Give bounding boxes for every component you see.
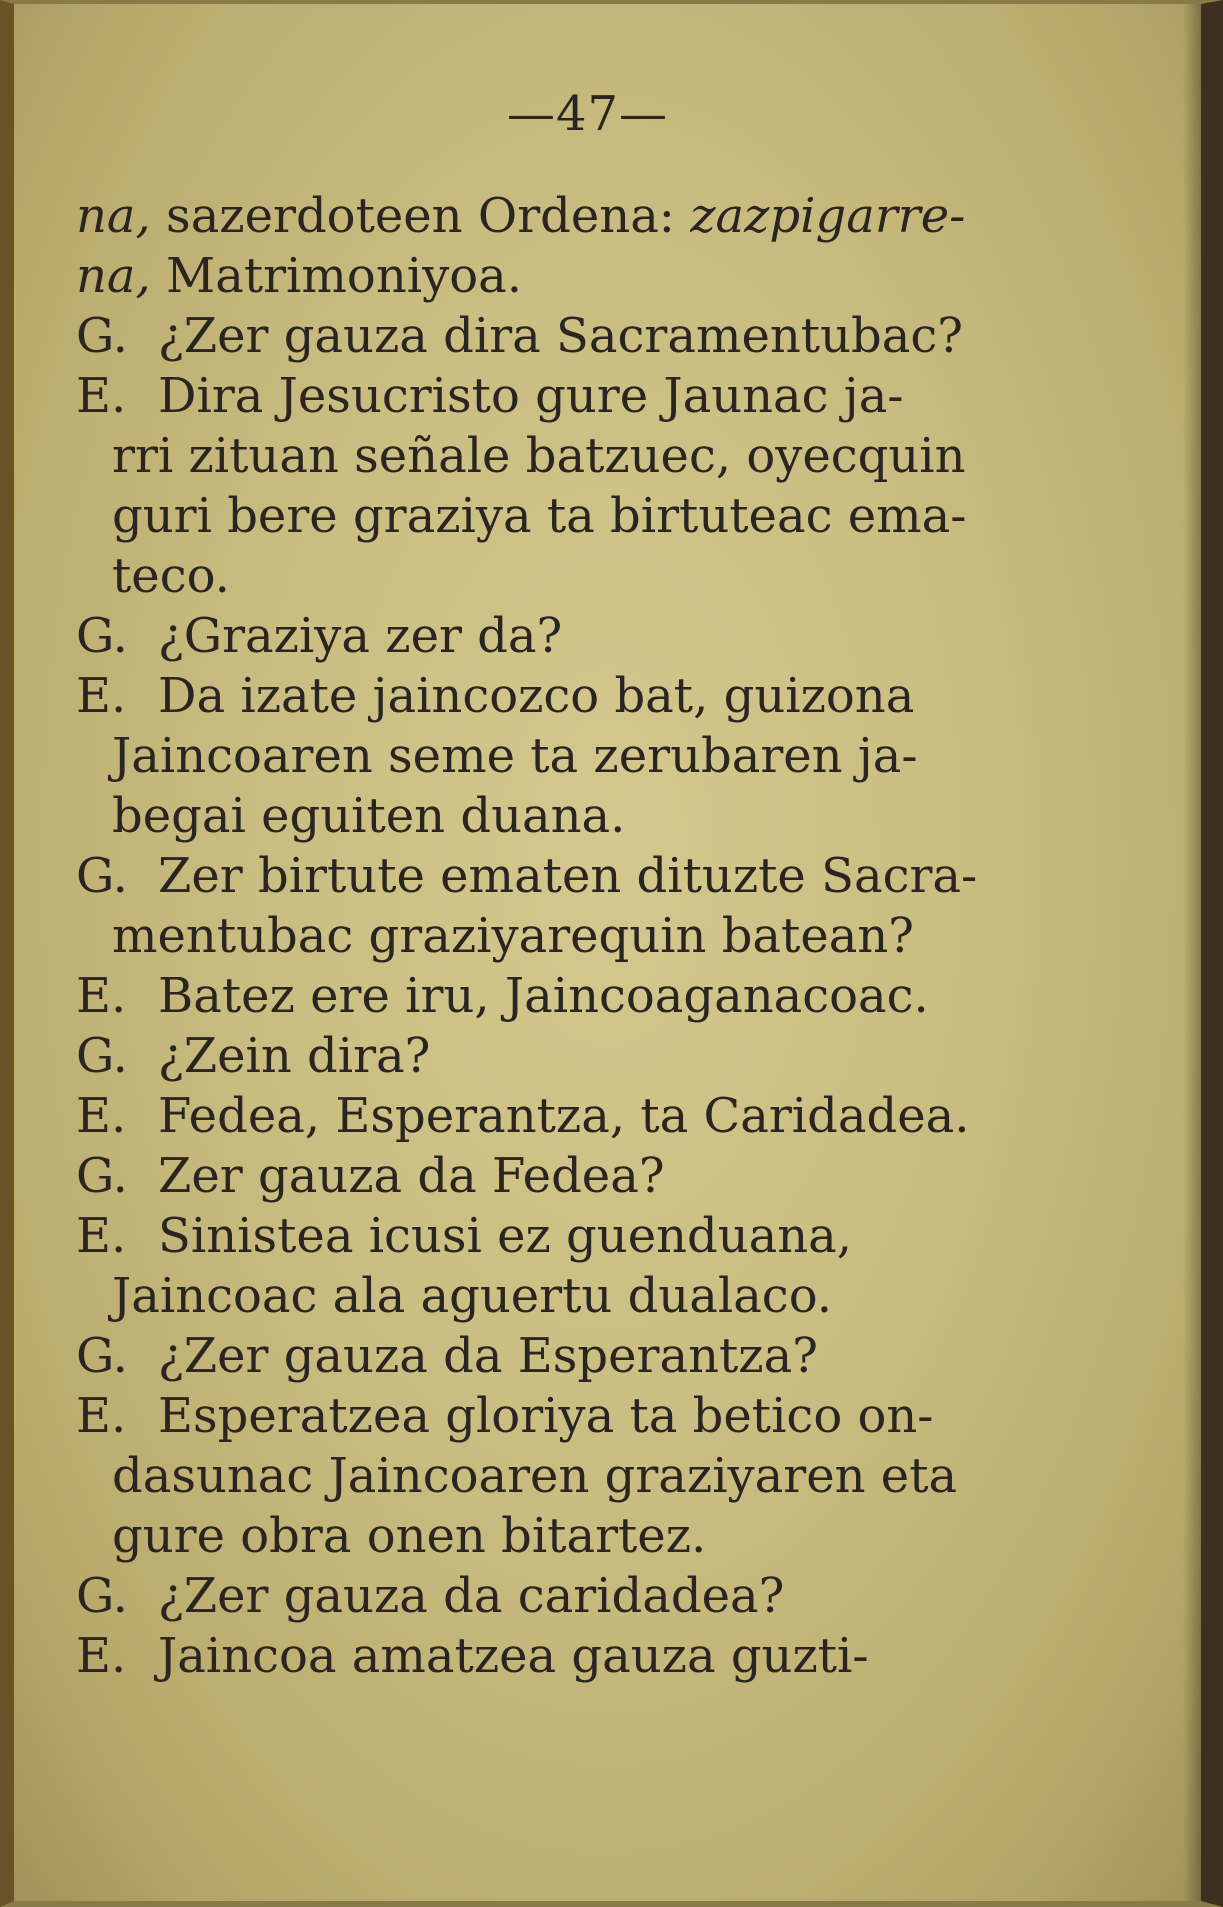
line-text: Jaincoaren seme ta zerubaren ja-	[112, 728, 918, 784]
line-text: mentubac graziyarequin batean?	[112, 908, 915, 964]
text-line	[76, 366, 1086, 426]
speaker-label: E.	[76, 368, 127, 424]
text-line	[76, 846, 1086, 906]
speaker-label: G.	[76, 848, 128, 904]
text-line	[76, 1506, 1086, 1566]
line-text: dasunac Jaincoaren graziyaren eta	[112, 1448, 958, 1504]
line-text: Sinistea icusi ez guenduana,	[158, 1208, 853, 1264]
text-line	[76, 1266, 1086, 1326]
line-text: gure obra onen bitartez.	[112, 1508, 707, 1564]
text-line	[76, 606, 1086, 666]
text-line	[76, 426, 1086, 486]
line-text: begai eguiten duana.	[112, 788, 626, 844]
line-text: Dira Jesucristo gure Jaunac ja-	[158, 368, 904, 424]
text-line	[76, 1446, 1086, 1506]
catechism-text	[76, 186, 1086, 1686]
speaker-label: E.	[76, 1088, 127, 1144]
text-line	[76, 1626, 1086, 1686]
speaker-label: G.	[76, 1028, 128, 1084]
line-text: Matrimoniyoa.	[150, 248, 522, 304]
italic-text: zazpigarre-	[690, 188, 966, 244]
text-line	[76, 1086, 1086, 1146]
text-line	[76, 1326, 1086, 1386]
speaker-label: G.	[76, 608, 128, 664]
text-line	[76, 1146, 1086, 1206]
text-line	[76, 666, 1086, 726]
speaker-label: G.	[76, 1328, 128, 1384]
line-text: ¿Zein dira?	[158, 1028, 431, 1084]
italic-text: na,	[76, 248, 151, 304]
text-line	[76, 486, 1086, 546]
line-text: ¿Zer gauza da caridadea?	[158, 1568, 785, 1624]
speaker-label: E.	[76, 1628, 127, 1684]
text-line	[76, 1206, 1086, 1266]
line-text: Jaincoa amatzea gauza guzti-	[158, 1628, 869, 1684]
line-text: Zer birtute ematen dituzte Sacra-	[158, 848, 978, 904]
text-line	[76, 1386, 1086, 1446]
text-line	[76, 786, 1086, 846]
speaker-label: G.	[76, 308, 128, 364]
speaker-label: E.	[76, 668, 127, 724]
line-text: ¿Zer gauza dira Sacramentubac?	[158, 308, 963, 364]
line-text: Da izate jaincozco bat, guizona	[158, 668, 915, 724]
italic-text: na,	[76, 188, 151, 244]
line-text: guri bere graziya ta birtuteac ema-	[112, 488, 967, 544]
text-line	[76, 906, 1086, 966]
line-text: ¿Graziya zer da?	[158, 608, 563, 664]
line-text: Jaincoac ala aguertu dualaco.	[112, 1268, 832, 1324]
text-line	[76, 726, 1086, 786]
line-text: teco.	[112, 548, 230, 604]
text-line	[76, 306, 1086, 366]
line-text: Batez ere iru, Jaincoaganacoac.	[158, 968, 929, 1024]
text-line	[76, 1566, 1086, 1626]
line-text: Esperatzea gloriya ta betico on-	[158, 1388, 934, 1444]
line-text: ¿Zer gauza da Esperantza?	[158, 1328, 818, 1384]
line-text: rri zituan señale batzuec, oyecquin	[112, 428, 966, 484]
line-text: sazerdoteen Ordena:	[150, 188, 691, 244]
line-text: Fedea, Esperantza, ta Caridadea.	[158, 1088, 970, 1144]
text-line	[76, 246, 1086, 306]
text-line	[76, 1026, 1086, 1086]
speaker-label: E.	[76, 1388, 127, 1444]
speaker-label: G.	[76, 1148, 128, 1204]
line-text: Zer gauza da Fedea?	[158, 1148, 665, 1204]
speaker-label: E.	[76, 968, 127, 1024]
text-line	[76, 186, 1086, 246]
page-number: —47—	[506, 86, 669, 142]
text-line	[76, 966, 1086, 1026]
speaker-label: E.	[76, 1208, 127, 1264]
text-line	[76, 546, 1086, 606]
speaker-label: G.	[76, 1568, 128, 1624]
